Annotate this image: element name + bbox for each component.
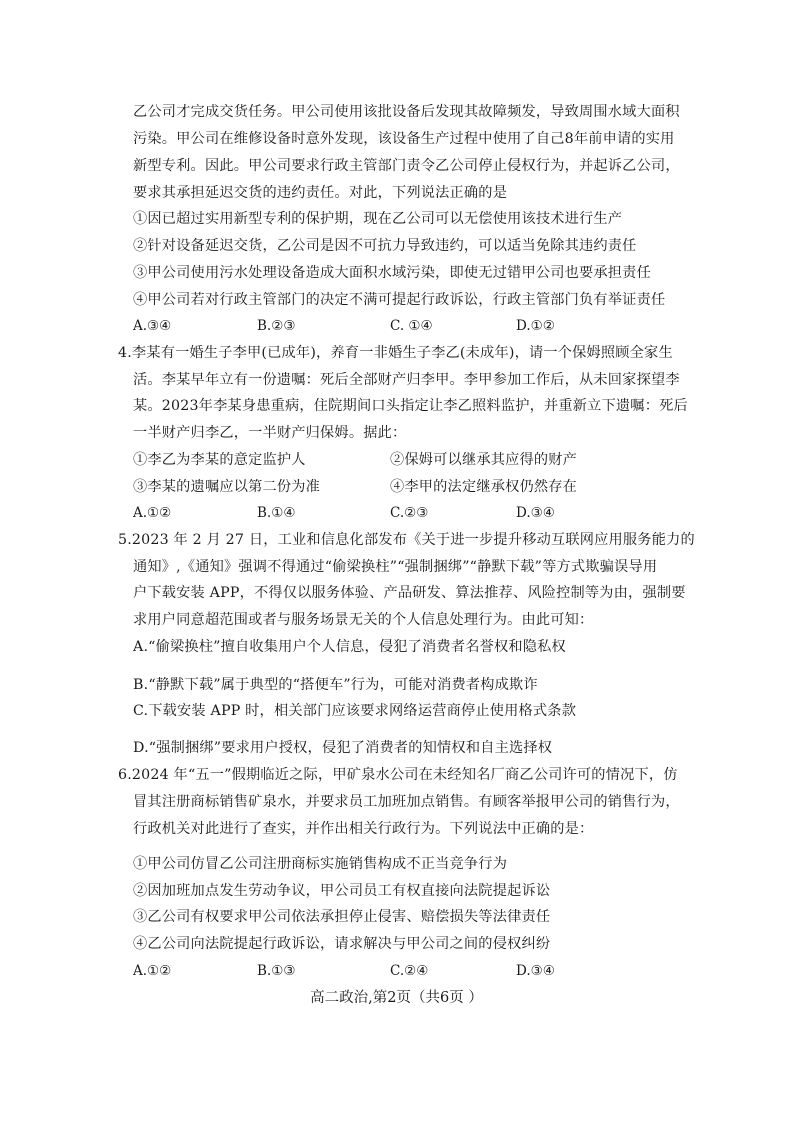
q3-statement-1: ①因已超过实用新型专利的保护期，现在乙公司可以无偿使用该技术进行生产 — [133, 211, 623, 227]
q5-line-2: 通知》,《通知》强调不得通过“偷梁换柱”“强制捆绑”“静默下载”等方式欺骗误导用 — [133, 559, 658, 575]
q4-statement-4: ④李甲的法定继承权仍然存在 — [390, 479, 578, 495]
q3-option-d: D.①② — [516, 318, 555, 334]
q3-line-4: 要求其承担延迟交货的违约责任。对此，下列说法正确的是 — [133, 185, 508, 201]
q5-line-3: 户下载安装 APP，不得仅以服务体验、产品研发、算法推荐、风险控制等为由，强制要 — [133, 585, 686, 601]
page-footer: 高二政治,第2页（共6页 ） — [310, 990, 483, 1006]
q3-option-a: A.③④ — [133, 318, 172, 334]
q3-statement-3: ③甲公司使用污水处理设备造成大面积水域污染，即使无过错甲公司也要承担责任 — [133, 265, 651, 281]
q6-option-a: A.①② — [133, 963, 172, 979]
q4-line-3: 某。2023年李某身患重病，住院期间口头指定让李乙照料监护，并重新立下遗嘱：死后 — [133, 398, 688, 414]
q3-line-2: 污染。甲公司在维修设备时意外发现，该设备生产过程中使用了自己8年前申请的实用 — [133, 131, 675, 147]
q5-option-c: C.下载安装 APP 时，相关部门应该要求网络运营商停止使用格式条款 — [133, 703, 577, 719]
q3-option-b: B.②③ — [257, 318, 296, 334]
q6-statement-4: ④乙公司向法院提起行政诉讼，请求解决与甲公司之间的侵权纠纷 — [133, 936, 551, 952]
q4-line-1: 4.李某有一婚生子李甲(已成年)，养育一非婚生子李乙(未成年)，请一个保姆照顾全家生 — [118, 345, 673, 361]
q4-option-a: A.①② — [133, 505, 172, 521]
q6-option-d: D.③④ — [516, 963, 555, 979]
q3-statement-2: ②针对设备延迟交货，乙公司是因不可抗力导致违约，可以适当免除其违约责任 — [133, 238, 637, 254]
q6-line-1: 6.2024 年“五一”假期临近之际，甲矿泉水公司在未经知名厂商乙公司许可的情况下，仿 — [118, 767, 678, 783]
q5-option-b: B.“静默下载”属于典型的“搭便车”行为，可能对消费者构成欺诈 — [133, 677, 538, 693]
q6-line-3: 行政机关对此进行了查实，并作出相关行政行为。下列说法中正确的是： — [133, 821, 594, 837]
q4-line-2: 活。李某早年立有一份遗嘱：死后全部财产归李甲。李甲参加工作后，从未回家探望李 — [133, 372, 680, 388]
q4-option-d: D.③④ — [516, 505, 555, 521]
q6-option-b: B.①③ — [257, 963, 296, 979]
q4-statement-2: ②保姆可以继承其应得的财产 — [390, 452, 578, 468]
q4-statement-3: ③李某的遗嘱应以第二份为准 — [133, 479, 321, 495]
q5-option-d: D.“强制捆绑”要求用户授权，侵犯了消费者的知情权和自主选择权 — [133, 740, 553, 756]
q6-statement-2: ②因加班加点发生劳动争议，甲公司员工有权直接向法院提起诉讼 — [133, 883, 551, 899]
q3-line-3: 新型专利。因此。甲公司要求行政主管部门责令乙公司停止侵权行为，并起诉乙公司， — [133, 158, 680, 174]
q4-line-4: 一半财产归李乙，一半财产归保姆。据此： — [133, 425, 407, 441]
q6-option-c: C.②④ — [390, 963, 429, 979]
q4-option-b: B.①④ — [257, 505, 296, 521]
q4-statement-1: ①李乙为李某的意定监护人 — [133, 452, 306, 468]
q5-line-1: 5.2023 年 2 月 27 日，工业和信息化部发布《关于进一步提升移动互联网应用服务能力的 — [118, 532, 695, 548]
q5-line-4: 求用户同意超范围或者与服务场景无关的个人信息处理行为。由此可知： — [133, 612, 594, 628]
q6-statement-3: ③乙公司有权要求甲公司依法承担停止侵害、赔偿损失等法律责任 — [133, 909, 551, 925]
q3-option-c: C. ①④ — [390, 318, 433, 334]
q6-line-2: 冒其注册商标销售矿泉水，并要求员工加班加点销售。有顾客举报甲公司的销售行为， — [133, 794, 680, 810]
q4-option-c: C.②③ — [390, 505, 429, 521]
q3-line-1: 乙公司才完成交货任务。甲公司使用该批设备后发现其故障频发，导致周围水域大面积 — [133, 104, 680, 120]
q6-statement-1: ①甲公司仿冒乙公司注册商标实施销售构成不正当竞争行为 — [133, 856, 508, 872]
q5-option-a: A.“偷梁换柱”擅自收集用户个人信息，侵犯了消费者名誉权和隐私权 — [133, 639, 566, 655]
q3-statement-4: ④甲公司若对行政主管部门的决定不满可提起行政诉讼，行政主管部门负有举证责任 — [133, 292, 666, 308]
